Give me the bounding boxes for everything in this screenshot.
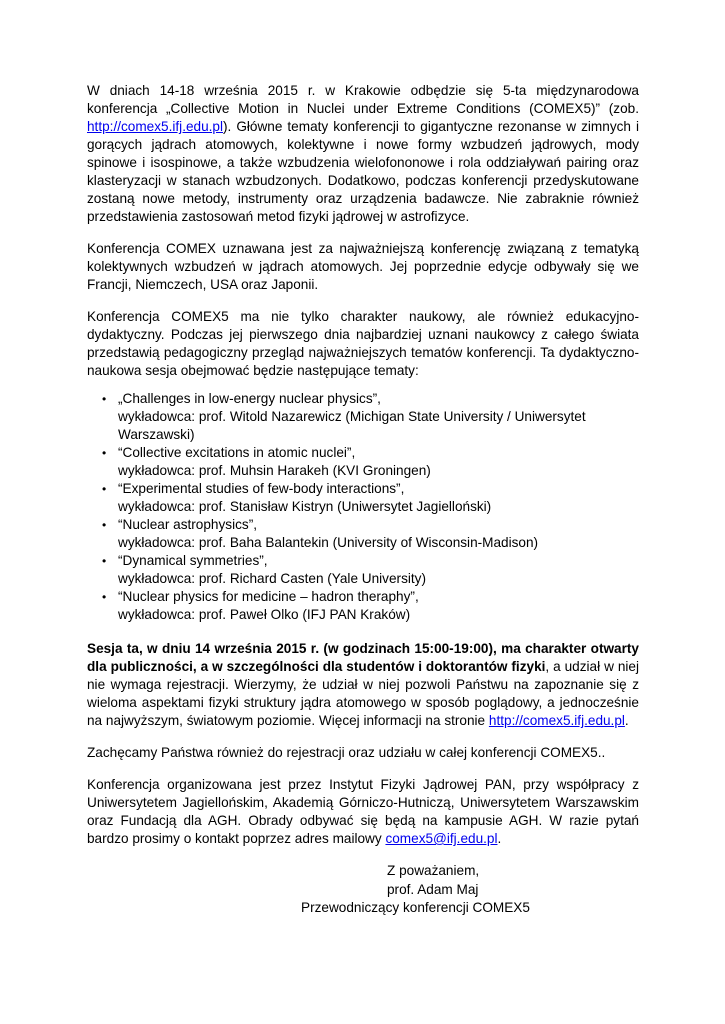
paragraph-organizers xyxy=(87,776,639,848)
paragraph-session-open xyxy=(87,640,639,730)
signature-block xyxy=(301,862,639,918)
topic-title: „Challenges in low-energy nuclear physics”, xyxy=(118,391,381,406)
topics-list xyxy=(87,390,639,624)
organizers-text: Konferencja organizowana jest przez Instytut Fizyki Jądrowej PAN, przy współpracy z Uniwersytetem Jagiellońskim, Akademią Górniczo-Hutniczą, Uniwersytetem Warszawskim oraz Fundacją dla AGH. Obrady odbywać się będą na kampusie AGH. W razie pytań bardzo prosimy o kontakt poprzez adres mailowy xyxy=(87,777,639,846)
list-item xyxy=(102,552,639,588)
topic-title: “Dynamical symmetries”, xyxy=(118,553,268,568)
signature-role: Przewodniczący konferencji COMEX5 xyxy=(301,900,530,915)
paragraph-comex-importance: Konferencja COMEX uznawana jest za najważniejszą konferencję związaną z tematyką kolektywnych wzbudzeń w jądrach atomowych. Jej poprzednie edycje odbywały się we Francji, Niemczech, USA oraz Japonii. xyxy=(87,241,639,292)
topic-title: “Nuclear astrophysics”, xyxy=(118,517,257,532)
signature-name: prof. Adam Maj xyxy=(387,881,479,897)
topic-title: “Experimental studies of few-body interactions”, xyxy=(118,481,405,496)
topic-lecturer: wykładowca: prof. Witold Nazarewicz (Michigan State University / Uniwersytet Warszawski) xyxy=(118,409,586,442)
list-item xyxy=(102,444,639,480)
list-item xyxy=(102,516,639,552)
bullet-icon: • xyxy=(102,482,107,496)
bullet-icon: • xyxy=(102,554,107,568)
list-item xyxy=(102,480,639,516)
topic-lecturer: wykładowca: prof. Baha Balantekin (University of Wisconsin-Madison) xyxy=(118,535,539,550)
signature-greeting: Z poważaniem, xyxy=(387,863,480,878)
conference-website-link[interactable]: http://comex5.ifj.edu.pl xyxy=(87,119,224,134)
more-info-link[interactable]: http://comex5.ifj.edu.pl xyxy=(488,713,625,728)
paragraph-intro xyxy=(87,82,639,226)
session-text: , a udział w niej nie wymaga rejestracji. Wierzymy, że udział w niej pozwoli Państwu na zapoznanie się z wieloma aspektami fizyki struktury jądra atomowego w sposób poglądowy, a jednocześnie na najwyższym, światowym poziomie. Więcej informacji na stronie xyxy=(87,659,639,728)
paragraph-educational: Konferencja COMEX5 ma nie tylko charakter naukowy, ale również edukacyjno-dydaktyczny. Podczas jej pierwszego dnia najbardziej uznani naukowcy z całego świata przedstawią pedagogiczny przegląd najważniejszych tematów konferencji. Ta dydaktyczno-naukowa sesja obejmować będzie następujące tematy: xyxy=(87,309,639,378)
list-item xyxy=(102,390,639,444)
bullet-icon: • xyxy=(102,392,107,406)
topic-lecturer: wykładowca: prof. Richard Casten (Yale University) xyxy=(118,571,426,586)
organizers-text-end: . xyxy=(497,831,502,846)
list-item xyxy=(102,588,639,624)
topic-title: “Nuclear physics for medicine – hadron theraphy”, xyxy=(118,589,419,604)
document-page xyxy=(87,82,639,918)
topic-title: “Collective excitations in atomic nuclei”, xyxy=(118,445,356,460)
bullet-icon: • xyxy=(102,590,107,604)
contact-email-link[interactable]: comex5@ifj.edu.pl xyxy=(385,831,498,846)
paragraph-registration: Zachęcamy Państwa również do rejestracji oraz udziału w całej konferencji COMEX5.. xyxy=(87,745,606,760)
intro-text-end: ). Główne tematy konferencji to gigantyczne rezonanse w zimnych i gorących jądrach atomowych, kolektywne i nowe formy wzbudzeń jądrowych, mody spinowe i isospinowe, a także wzbudzenia wielofononowe i rola oddziaływań pairing oraz klasteryzacji w stanach wzbudzonych. Dodatkowo, podczas konferencji przedyskutowane zostaną nowe metody, instrumenty oraz urządzenia badawcze. Nie zabraknie również przedstawienia zastosowań metod fizyki jądrowej w astrofizyce. xyxy=(87,119,639,224)
topic-lecturer: wykładowca: prof. Paweł Olko (IFJ PAN Kraków) xyxy=(118,607,411,622)
intro-text-start: W dniach 14-18 września 2015 r. w Krakowie odbędzie się 5-ta międzynarodowa konferencja „Collective Motion in Nuclei under Extreme Conditions (COMEX5)” (zob. xyxy=(87,83,639,116)
topic-lecturer: wykładowca: prof. Muhsin Harakeh (KVI Groningen) xyxy=(118,463,431,478)
session-bold-text: Sesja ta, w dniu 14 września 2015 r. (w godzinach 15:00-19:00), ma charakter otwarty dla publiczności, a w szczególności dla studentów i doktorantów fizyki xyxy=(87,641,639,674)
bullet-icon: • xyxy=(102,446,107,460)
bullet-icon: • xyxy=(102,518,107,532)
topic-lecturer: wykładowca: prof. Stanisław Kistryn (Uniwersytet Jagielloński) xyxy=(118,499,492,514)
session-text-end: . xyxy=(624,713,629,728)
